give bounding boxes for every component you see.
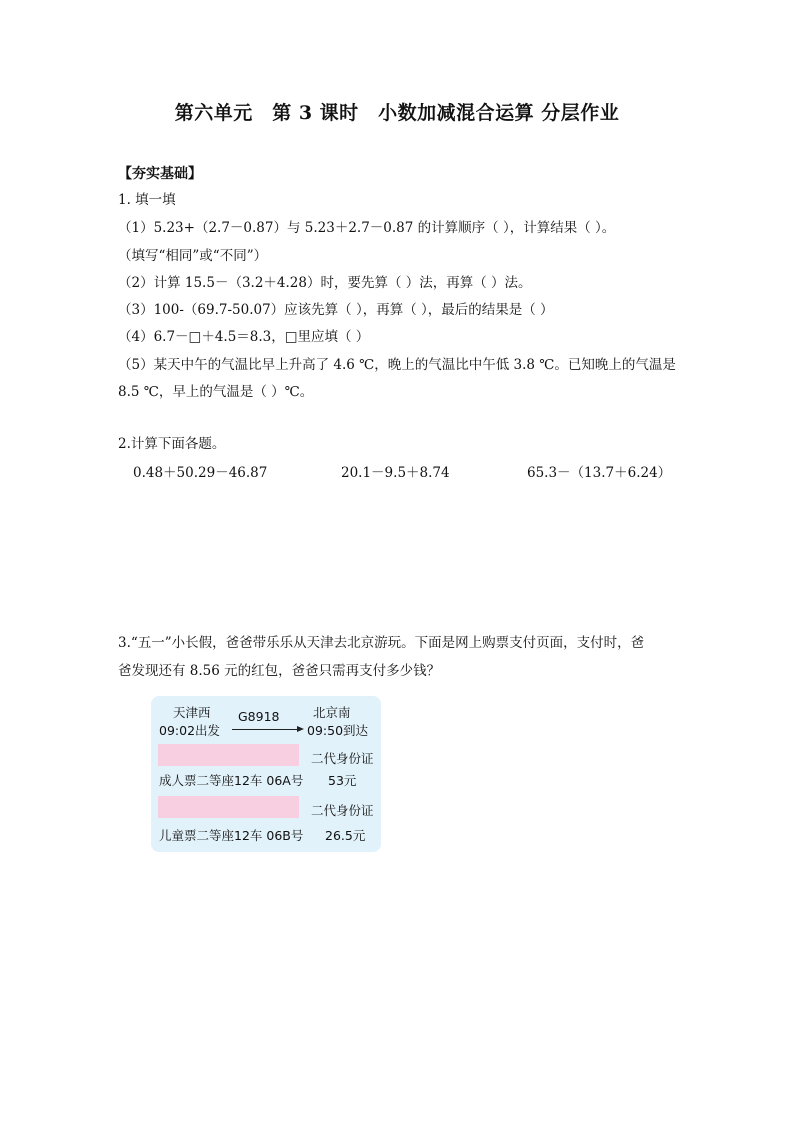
arrow-right-icon [297, 726, 304, 732]
page-title: 第六单元 第 3 课时 小数加减混合运算 分层作业 [174, 102, 620, 124]
question-1-item-5-cont: 8.5 ℃，早上的气温是（ ）℃。 [118, 384, 314, 400]
train-number: G8918 [238, 709, 280, 724]
question-1-item-1-note: （填写“相同”或“不同”） [118, 248, 268, 264]
calc-expression-2: 20.1－9.5＋8.74 [341, 465, 450, 481]
train-ticket-panel [151, 696, 381, 852]
question-2-heading: 2.计算下面各题。 [118, 436, 226, 452]
child-price: 26.5元 [325, 828, 366, 843]
from-station: 天津西 [173, 705, 211, 720]
adult-seat-info: 成人票二等座12车 06A号 [159, 773, 304, 788]
question-3-line-2: 爸发现还有 8.56 元的红包，爸爸只需再支付多少钱？ [118, 663, 441, 679]
depart-time: 09:02出发 [159, 723, 221, 738]
question-1-item-5: （5）某天中午的气温比早上升高了 4.6 ℃，晚上的气温比中午低 3.8 ℃。已知晚上的气温是 [118, 357, 676, 373]
to-station: 北京南 [313, 705, 351, 720]
calc-expression-1: 0.48＋50.29－46.87 [133, 465, 268, 481]
question-3-line-1: 3.“五一”小长假，爸爸带乐乐从天津去北京游玩。下面是网上购票支付页面，支付时，爸 [118, 635, 645, 651]
route-arrow-line [232, 729, 298, 730]
question-1-item-1: （1）5.23+（2.7－0.87）与 5.23＋2.7－0.87 的计算顺序（ ），计算结果（ ）。 [118, 220, 616, 236]
child-seat-info: 儿童票二等座12车 06B号 [159, 828, 304, 843]
question-1-item-2: （2）计算 15.5－（3.2＋4.28）时，要先算（ ）法，再算（ ）法。 [118, 275, 532, 291]
arrive-time: 09:50到达 [307, 723, 369, 738]
child-id-type: 二代身份证 [311, 803, 374, 818]
adult-id-type: 二代身份证 [311, 751, 374, 766]
adult-price: 53元 [328, 773, 357, 788]
section-heading: 【夯实基础】 [118, 166, 202, 182]
question-1-heading: 1. 填一填 [118, 192, 176, 208]
calc-expression-3: 65.3－（13.7＋6.24） [527, 465, 672, 481]
adult-name-mask [158, 744, 299, 766]
question-1-item-4: （4）6.7－□＋4.5＝8.3，□里应填（ ） [118, 329, 370, 345]
child-name-mask [158, 796, 299, 818]
question-1-item-3: （3）100-（69.7-50.07）应该先算（ ），再算（ ），最后的结果是（ ） [118, 302, 554, 318]
